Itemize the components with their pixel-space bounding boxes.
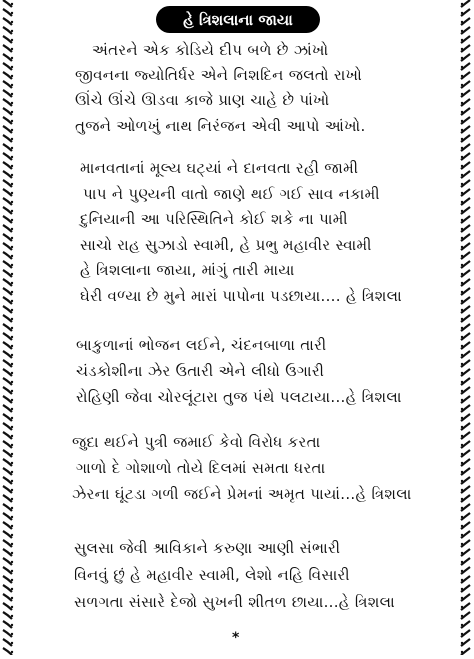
poem-line: સાચો રાહ સુઝાડો સ્વામી, હે પ્રભુ મહાવીર સ્વામી [80, 236, 372, 254]
poem-line: ગાળો દે ગોશાળો તોયે દિલમાં સમતા ધરતા [76, 459, 326, 477]
poem-line: સુલસા જેવી શ્રાવિકાને કરુણા આણી સંભારી [74, 539, 341, 557]
poem-line: બાકુળાનાં ભોજન લઈને, ચંદનબાળા તારી [76, 336, 327, 354]
poem-line: રોહિણી જેવા ચોરલૂંટારા તુજ પંથે પલટાયા...હે ત્રિશલા [76, 388, 402, 406]
poem-line: જીવનના જ્યોતિર્ધર એને નિશદિન જલતો રાખો [75, 66, 363, 84]
left-decorative-border [0, 0, 16, 655]
poem-line: હે ત્રિશલાના જાયા, માંગું તારી માયા [80, 261, 295, 279]
poem-line: અંતરને એક કોડિયે દીપ બળે છે ઝાંખો [92, 41, 329, 59]
poem-line: વિનવું છું હે મહાવીર સ્વામી, લેશો નહિ વિસારી [74, 566, 350, 584]
poem-line: ઊંચે ઊંચે ઊડવા કાજે પ્રાણ ચાહે છે પાંખો [75, 91, 330, 109]
poem-line: ઝેરના ઘૂંટડા ગળી જઈને પ્રેમનાં અમૃત પાયાં...હે ત્રિશલા [72, 485, 412, 503]
poem-line: જુદા થઈને પુત્રી જમાઈ કેવો વિરોધ કરતા [72, 433, 321, 451]
poem-line: દુનિયાની આ પરિસ્થિતિને કોઈ શકે ના પામી [80, 210, 348, 228]
footer-mark: * [232, 630, 240, 646]
poem-line: માનવતાનાં મૂલ્ય ઘટ્યાં ને દાનવતા રહી જામી [80, 159, 359, 177]
title-banner [156, 6, 320, 33]
poem-line: તુજને ઓળખું નાથ નિરંજન એવી આપો આંખો. [75, 117, 366, 135]
right-decorative-border [458, 0, 474, 655]
left-border-pattern [0, 0, 16, 655]
right-border-pattern [458, 0, 474, 655]
poem-line: ચંડકોશીના ઝેર ઉતારી એને લીધો ઉગારી [76, 362, 325, 380]
poem-line: સળગતા સંસારે દેજો સુખની શીતળ છાયા...હે ત્રિશલા [74, 593, 395, 611]
poem-line: ઘેરી વળ્યા છે મુને મારાં પાપોના પડછાયા.... હે ત્રિશલા [80, 287, 402, 305]
page-title: હે ત્રિશલાના જાયા [183, 10, 293, 29]
poem-line: પાપ ને પુણ્યની વાતો જાણે થઈ ગઈ સાવ નકામી [83, 185, 380, 203]
